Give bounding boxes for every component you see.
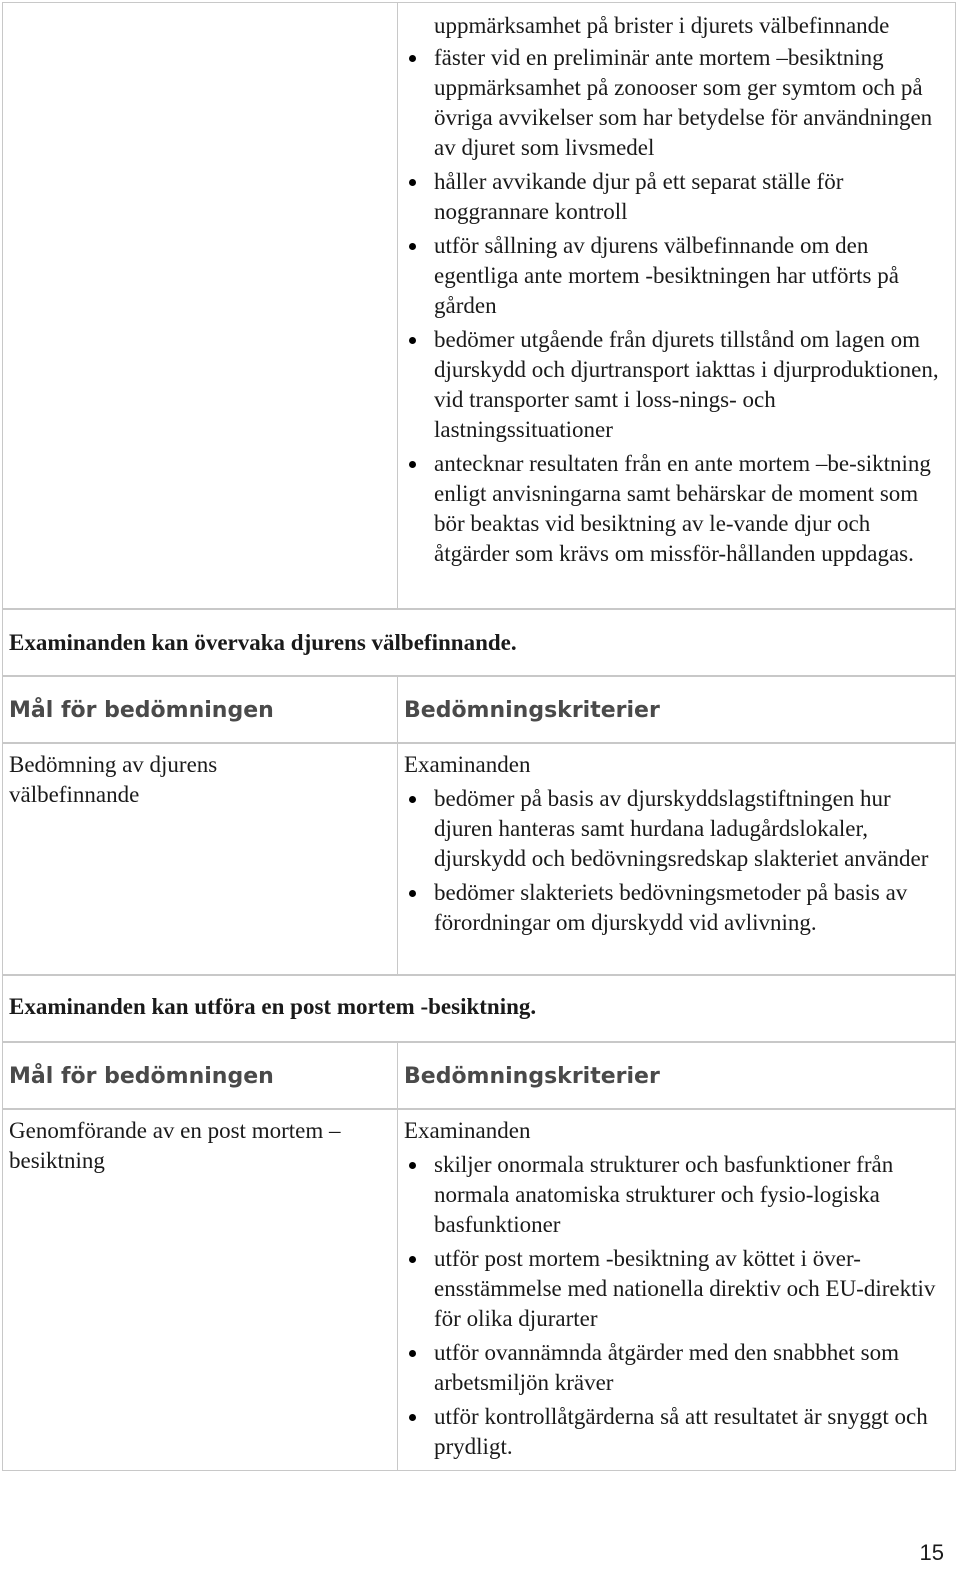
column-header-criteria: Bedömningskriterier bbox=[404, 698, 660, 723]
header-cell-goal bbox=[3, 1043, 398, 1108]
column-header-goal: Mål för bedömningen bbox=[9, 1064, 274, 1089]
column-header-goal: Mål för bedömningen bbox=[9, 698, 274, 723]
list-item: fäster vid en preliminär ante mortem –besiktning uppmärksamhet på zonooser som ger symtom och på övriga avvikelser som har betydelse för användningen av djuret som livsmedel bbox=[404, 43, 944, 163]
section-title: Examinanden kan utföra en post mortem -besiktning. bbox=[9, 994, 537, 1019]
bullet-icon bbox=[409, 243, 416, 250]
bullet-icon bbox=[409, 1414, 416, 1421]
header-cell-criteria bbox=[398, 677, 955, 742]
criteria-list bbox=[404, 784, 955, 938]
list-item: utför sållning av djurens välbefinnande om den egentliga ante mortem -besiktningen har utförts på gården bbox=[404, 231, 944, 321]
criteria-list bbox=[404, 43, 955, 569]
criteria-cell bbox=[398, 3, 955, 608]
list-item: bedömer på basis av djurskyddslagstiftningen hur djuren hanteras samt hurdana ladugårdslokaler, djurskydd och bedövningsredskap slakteriet använder bbox=[404, 784, 944, 874]
list-item: utför post mortem -besiktning av köttet i över-ensstämmelse med nationella direktiv och EU-direktiv för olika djurarter bbox=[404, 1244, 944, 1334]
criteria-cell bbox=[398, 1110, 955, 1470]
criteria-row bbox=[2, 743, 956, 975]
criteria-cell bbox=[398, 744, 955, 974]
bullet-icon bbox=[409, 1350, 416, 1357]
goal-cell bbox=[3, 744, 398, 974]
bullet-icon bbox=[409, 1256, 416, 1263]
header-cell-criteria bbox=[398, 1043, 955, 1108]
table-header-row bbox=[2, 676, 956, 743]
list-item: håller avvikande djur på ett separat ställe för noggrannare kontroll bbox=[404, 167, 944, 227]
list-item: bedömer slakteriets bedövningsmetoder på basis av förordningar om djurskydd vid avlivning. bbox=[404, 878, 944, 938]
list-item: skiljer onormala strukturer och basfunktioner från normala anatomiska strukturer och fysio-logiska basfunktioner bbox=[404, 1150, 944, 1240]
goal-text: Genomförande av en post mortem –besiktning bbox=[9, 1118, 341, 1173]
criteria-row bbox=[2, 1109, 956, 1471]
goal-cell bbox=[3, 1110, 398, 1470]
list-item: antecknar resultaten från en ante mortem –be-siktning enligt anvisningarna samt behärskar de moment som bör beaktas vid besiktning av le-vande djur och åtgärder som krävs om missför-hållanden uppdagas. bbox=[404, 449, 944, 569]
list-item: bedömer utgående från djurets tillstånd om lagen om djurskydd och djurtransport iakttas i djurproduktionen, vid transporter samt i loss-nings- och lastningssituationer bbox=[404, 325, 944, 445]
criteria-continuation-text: uppmärksamhet på brister i djurets välbefinnande bbox=[434, 13, 890, 38]
list-item: utför kontrollåtgärderna så att resultatet är snyggt och prydligt. bbox=[404, 1402, 944, 1462]
column-header-criteria: Bedömningskriterier bbox=[404, 1064, 660, 1089]
bullet-icon bbox=[409, 461, 416, 468]
section-title-row bbox=[2, 975, 956, 1042]
criteria-row-continued bbox=[2, 2, 956, 609]
section-title: Examinanden kan övervaka djurens välbefinnande. bbox=[9, 630, 517, 655]
criteria-intro: Examinanden bbox=[404, 1118, 531, 1143]
header-cell-goal bbox=[3, 677, 398, 742]
criteria-list bbox=[404, 1150, 955, 1462]
bullet-icon bbox=[409, 796, 416, 803]
criteria-intro: Examinanden bbox=[404, 752, 531, 777]
bullet-icon bbox=[409, 1162, 416, 1169]
bullet-icon bbox=[409, 337, 416, 344]
goal-cell-empty bbox=[3, 3, 398, 608]
list-item: utför ovannämnda åtgärder med den snabbhet som arbetsmiljön kräver bbox=[404, 1338, 944, 1398]
bullet-icon bbox=[409, 890, 416, 897]
section-title-row bbox=[2, 609, 956, 676]
goal-text: Bedömning av djurens välbefinnande bbox=[9, 752, 218, 807]
bullet-icon bbox=[409, 55, 416, 62]
table-header-row bbox=[2, 1042, 956, 1109]
bullet-icon bbox=[409, 179, 416, 186]
page-number: 15 bbox=[919, 1540, 944, 1565]
